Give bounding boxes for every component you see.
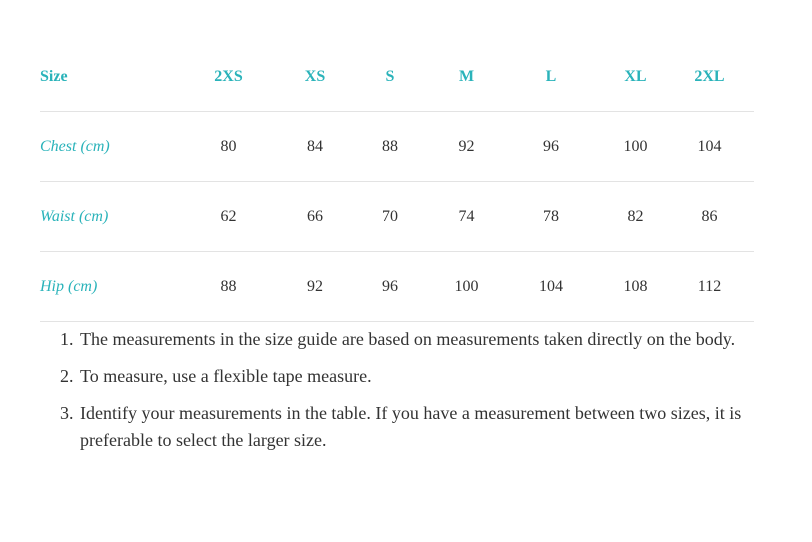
table-cell: 112 <box>665 252 754 322</box>
table-cell: 100 <box>437 252 496 322</box>
table-cell: 84 <box>287 112 343 182</box>
measurement-notes <box>48 326 788 464</box>
table-cell: 100 <box>606 112 665 182</box>
table-cell: 96 <box>343 252 437 322</box>
size-2xl-header: 2XL <box>665 43 754 112</box>
table-row-chest <box>40 112 754 182</box>
table-cell: 78 <box>496 182 606 252</box>
size-xs-header: XS <box>287 43 343 112</box>
table-cell: 88 <box>170 252 287 322</box>
size-xl-header: XL <box>606 43 665 112</box>
table-cell: 108 <box>606 252 665 322</box>
note-item: 2. To measure, use a flexible tape measure. <box>78 363 788 390</box>
table-cell: 88 <box>343 112 437 182</box>
note-item: 3. Identify your measurements in the table. If you have a measurement between two sizes, it is preferable to select the larger size. <box>78 400 788 454</box>
table-cell: 82 <box>606 182 665 252</box>
size-header: Size <box>40 43 170 112</box>
size-2xs-header: 2XS <box>170 43 287 112</box>
size-guide <box>40 43 754 322</box>
table-cell: 96 <box>496 112 606 182</box>
table-cell: 70 <box>343 182 437 252</box>
table-cell: 92 <box>287 252 343 322</box>
table-cell: 66 <box>287 182 343 252</box>
size-m-header: M <box>437 43 496 112</box>
size-l-header: L <box>496 43 606 112</box>
table-cell: 92 <box>437 112 496 182</box>
table-row-hip <box>40 252 754 322</box>
note-item: 1. The measurements in the size guide are based on measurements taken directly on the body. <box>78 326 788 353</box>
table-cell: 62 <box>170 182 287 252</box>
size-s-header: S <box>343 43 437 112</box>
table-cell: 80 <box>170 112 287 182</box>
size-table <box>40 43 754 322</box>
header-row <box>40 43 754 112</box>
table-cell: 86 <box>665 182 754 252</box>
table-cell: 74 <box>437 182 496 252</box>
row-label-hip: Hip (cm) <box>40 252 170 322</box>
row-label-chest: Chest (cm) <box>40 112 170 182</box>
row-label-waist: Waist (cm) <box>40 182 170 252</box>
table-cell: 104 <box>665 112 754 182</box>
table-cell: 104 <box>496 252 606 322</box>
table-row-waist <box>40 182 754 252</box>
